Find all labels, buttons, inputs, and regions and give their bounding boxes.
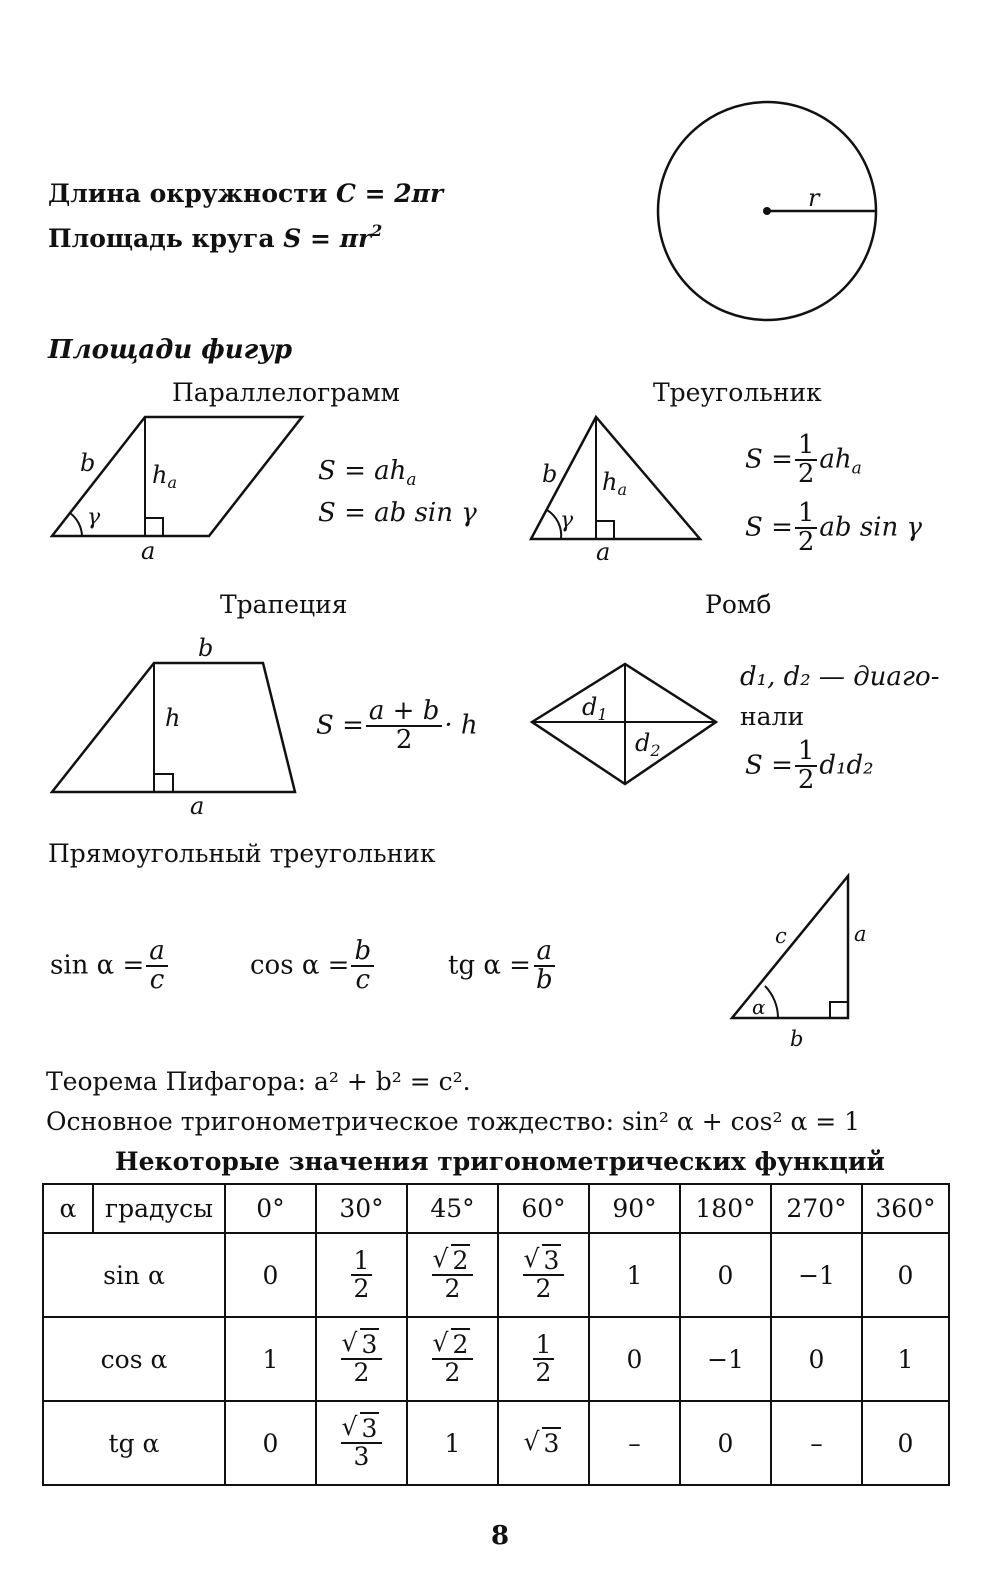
angle-cell: 360° [862,1184,949,1233]
triangle-formula-2: S = $\frac{1}{2}$ ab sin γ [745,498,923,558]
parallelogram-formula-2: S = ab sin γ [318,498,477,528]
table-row [43,1317,949,1401]
value-cell: $\frac{1}{2}$ [498,1317,589,1401]
circumference-line [48,180,443,208]
base-label: a [141,537,156,565]
parallelogram-formula-1: $S = ah_a$ [318,456,417,490]
value-cell: 0 [680,1401,771,1485]
value-cell: 0 [862,1233,949,1317]
table-title: Некоторые значения тригонометрических функций [115,1147,885,1176]
value-cell: √ 3 [498,1401,589,1485]
function-cell: sin α [43,1233,225,1317]
d1-label: $d_1$ [582,693,608,724]
trapezoid-figure [40,630,310,820]
circle-figure [650,100,890,330]
value-cell: 0 [862,1401,949,1485]
value-cell: 0 [771,1317,862,1401]
leg-a-label: a [854,922,867,946]
circumference-label: Длина окружности [48,179,328,208]
value-cell: −1 [771,1233,862,1317]
value-cell: −1 [680,1317,771,1401]
value-cell: 1 [589,1233,680,1317]
right-angle-mark [830,1002,848,1018]
base-label: a [596,538,611,565]
value-cell: – [771,1401,862,1485]
right-angle-mark [145,518,163,536]
section-title: Площади фигур [48,335,293,365]
circumference-formula: C = 2πr [336,179,444,208]
function-cell: tg α [43,1401,225,1485]
value-cell: 1 [225,1317,316,1401]
table-header-row [43,1184,949,1233]
sin-formula: sin α = $\frac{a}{c}$ [50,938,170,995]
value-cell: √ $\frac{2}{2}$ [407,1317,498,1401]
value-cell: √ $\frac{2}{2}$ [407,1233,498,1317]
value-cell: √ $\frac{3}{2}$ [498,1233,589,1317]
rhombus-formula: S = $\frac{1}{2}$ d₁d₂ [745,736,874,796]
rhombus-title: Ромб [705,590,772,619]
angle-label: γ [560,508,574,533]
side-label: b [80,449,96,477]
value-cell: 1 [862,1317,949,1401]
table-row [43,1233,949,1317]
height-label: $h_a$ [152,461,178,492]
hyp-label: c [775,924,787,948]
angle-cell: 45° [407,1184,498,1233]
angle-cell: 90° [589,1184,680,1233]
triangle-formula-1: S = $\frac{1}{2}$ $ah_a$ [745,430,862,490]
value-cell: 0 [589,1317,680,1401]
leg-b-label: b [790,1027,804,1051]
parallelogram-title: Параллелограмм [172,378,401,407]
height-label: h [165,704,181,732]
side-label: b [542,460,558,488]
trapezoid-title: Трапеция [220,590,348,619]
triangle-figure [520,405,715,565]
page-number: 8 [490,1521,510,1551]
right-angle-mark [154,774,173,792]
radius-label: r [808,184,820,212]
trapezoid-formula: S = $\frac{a + b}{2}$ · h [316,696,478,756]
degrees-cell: градусы [93,1184,225,1233]
pythagoras-theorem: Теорема Пифагора: a² + b² = c². [46,1067,471,1096]
right-triangle-title: Прямоугольный треугольник [48,839,436,868]
value-cell: 0 [680,1233,771,1317]
table-row [43,1401,949,1485]
circle-area-formula: $S = \pi r^2$ [283,221,383,253]
angle-arc [70,513,82,536]
right-triangle-figure [720,868,890,1053]
value-cell: √ $\frac{3}{2}$ [316,1317,407,1401]
angle-cell: 30° [316,1184,407,1233]
tg-formula: tg α = $\frac{a}{b}$ [448,938,558,995]
top-label: b [198,634,214,662]
cos-formula: cos α = $\frac{b}{c}$ [250,938,376,995]
angle-cell: 60° [498,1184,589,1233]
circle-area-label: Площадь круга [48,224,275,253]
angle-cell: 0° [225,1184,316,1233]
value-cell: – [589,1401,680,1485]
rhombus-figure [525,655,725,795]
right-triangle-outline [732,876,848,1018]
value-cell: $\frac{1}{2}$ [316,1233,407,1317]
triangle-title: Треугольник [653,378,822,407]
base-label: a [190,792,205,820]
trig-table [42,1183,950,1486]
right-angle-mark [596,521,614,539]
rhombus-desc-2: нали [740,702,805,731]
value-cell: √ $\frac{3}{3}$ [316,1401,407,1485]
angle-label: α [752,995,766,1019]
value-cell: 0 [225,1401,316,1485]
angle-cell: 180° [680,1184,771,1233]
circle-area-line [48,222,382,253]
function-cell: cos α [43,1317,225,1401]
alpha-cell: α [43,1184,93,1233]
trig-identity: Основное тригонометрическое тождество: sin² α + cos² α = 1 [46,1107,861,1136]
d2-label: $d_2$ [635,729,661,760]
value-cell: 0 [225,1233,316,1317]
rhombus-desc-1: d₁, d₂ — диаго- [740,662,940,692]
parallelogram-figure [40,405,315,565]
angle-label: γ [87,505,101,530]
angle-arc [765,986,778,1018]
value-cell: 1 [407,1401,498,1485]
angle-cell: 270° [771,1184,862,1233]
height-label: $h_a$ [602,468,628,499]
